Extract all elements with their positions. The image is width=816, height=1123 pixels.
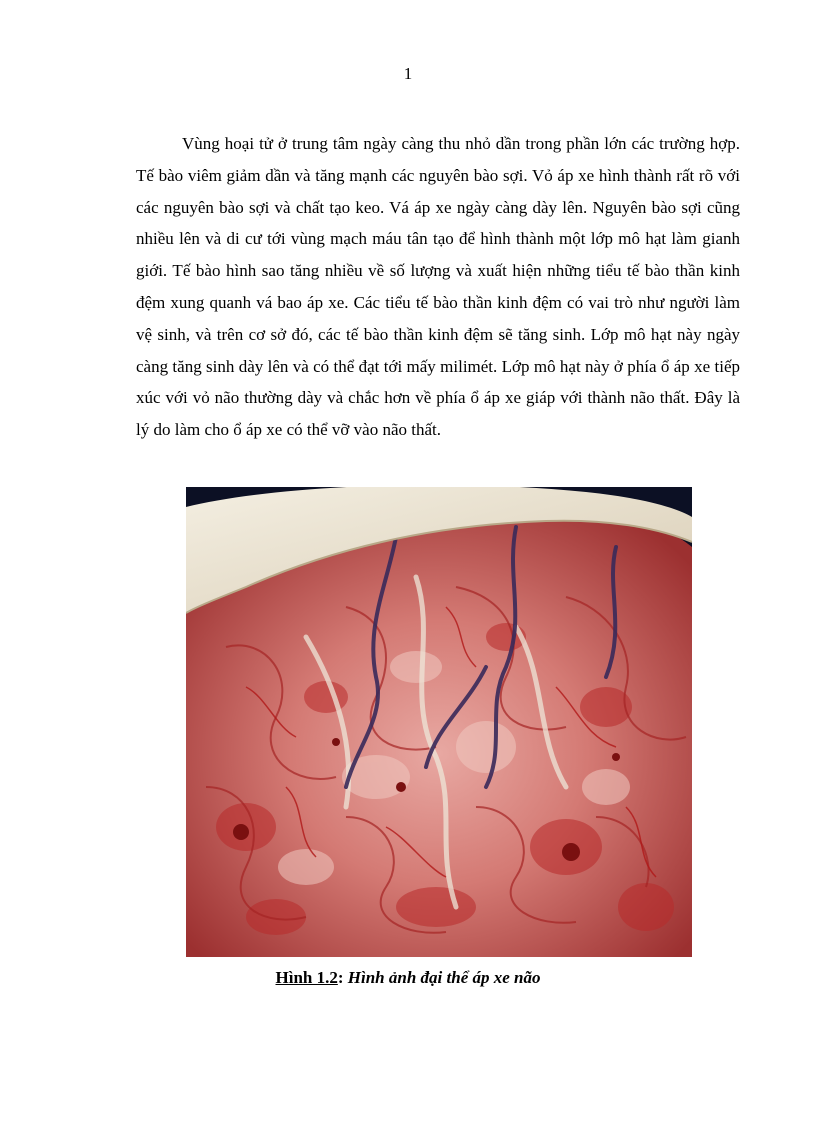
brain-abscess-photo: [186, 487, 692, 957]
brain-photo-illustration: [186, 487, 692, 957]
caption-title: Hình ảnh đại thể áp xe não: [347, 968, 541, 987]
body-paragraph: Vùng hoại tử ở trung tâm ngày càng thu nhỏ dần trong phần lớn các trường hợp. Tế bào viêm giảm dần và tăng mạnh các nguyên bào sợi. Vỏ áp xe hình thành rất rõ với các nguyên bào sợi và chất tạo keo. Vá áp xe ngày càng dày lên. Nguyên bào sợi cũng nhiều lên và di cư tới vùng mạch máu tân tạo để hình thành một lớp mô hạt làm gianh giới. Tế bào hình sao tăng nhiều về số lượng và xuất hiện những tiểu tế bào thần kinh đệm xung quanh vá bao áp xe. Các tiểu tế bào thần kinh đệm có vai trò như người làm vệ sinh, và trên cơ sở đó, các tế bào thần kinh đệm sẽ tăng sinh. Lớp mô hạt này ngày càng tăng sinh dày lên và có thể đạt tới mấy milimét. Lớp mô hạt này ở phía ổ áp xe tiếp xúc với vỏ não thường dày và chắc hơn về phía ổ áp xe giáp với thành não thất. Đây là lý do làm cho ổ áp xe có thể vỡ vào não thất.: [136, 134, 740, 440]
page-number: 1: [403, 64, 413, 83]
caption-separator: :: [337, 968, 348, 987]
figure-caption: [0, 968, 816, 988]
caption-label: Hình 1.2: [275, 968, 338, 987]
